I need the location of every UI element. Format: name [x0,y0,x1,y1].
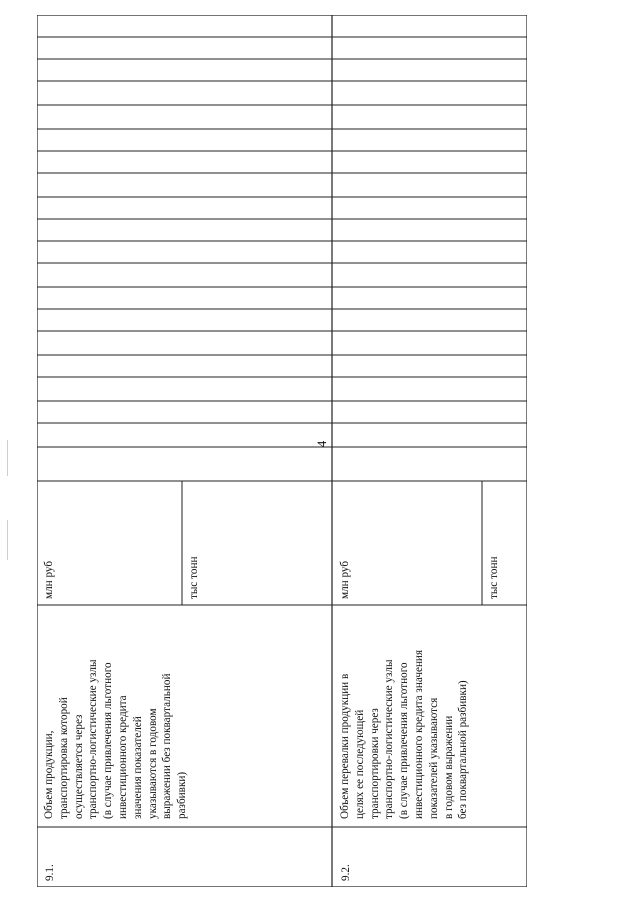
name-line: без поквартальной разбивки) [457,680,470,819]
name-line: транспортировка которой [57,697,70,819]
name-line: разбивки) [176,771,189,819]
unit-cell: тыс тонн [488,556,500,599]
name-line: (в случае привлечения льготного [398,662,411,819]
name-line: Объем перевалки продукции в [339,673,351,819]
name-line: инвестиционного кредита [116,695,129,819]
name-line: (в случае привлечения льготного [102,662,115,819]
row-number-cell: 9.1. [44,864,56,881]
unit-cell: млн руб [43,560,55,599]
name-line: целях ее последующей [353,709,366,819]
name-line: транспортно-логистические узлы [383,659,396,819]
name-line: указываются в годовом [146,708,159,819]
data-table [37,15,527,887]
scan-gutter-mark [7,520,8,560]
scan-gutter-mark [7,440,8,476]
name-line: инвестиционного кредита значения [412,649,425,819]
indicator-name-cell [338,650,471,819]
name-line: Объем продукции, [43,730,55,819]
row-number-cell: 9.2. [340,864,352,881]
name-line: выражении без поквартальной [161,673,174,819]
name-line: показателей указываются [427,697,440,819]
name-line: значения показателей [131,716,144,819]
name-line: транспортировки через [368,708,381,819]
name-line: осуществляется через [72,714,85,819]
name-line: в годовом выражении [442,715,455,819]
indicator-name-cell [42,660,190,820]
unit-cell: тыс тонн [188,556,200,599]
name-line: транспортно-логистические узлы [87,659,100,819]
unit-cell: млн руб [339,560,351,599]
